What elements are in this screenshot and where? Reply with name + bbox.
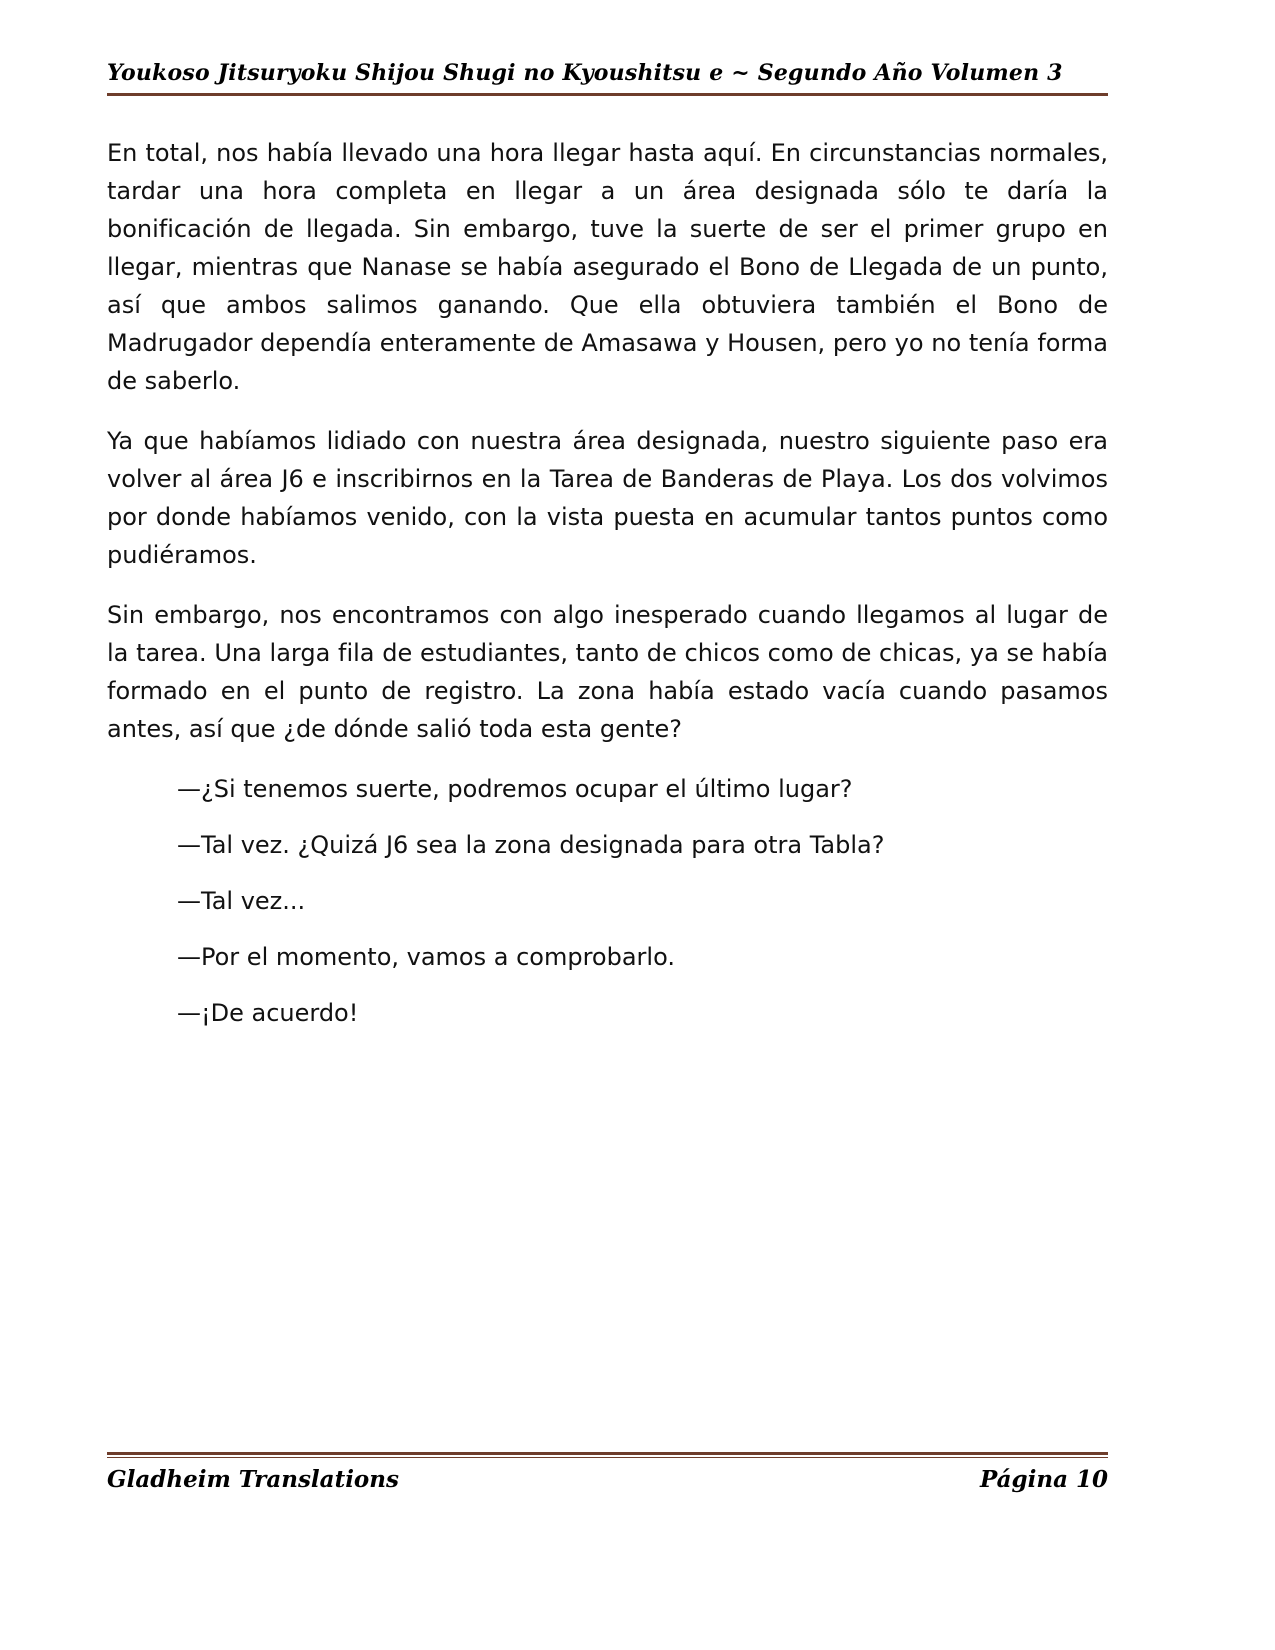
footer-rule-divider bbox=[107, 1452, 1108, 1458]
dialogue-line-2: —Tal vez. ¿Quizá J6 sea la zona designada para otra Tabla? bbox=[177, 831, 885, 859]
dialogue-line-1: —¿Si tenemos suerte, podremos ocupar el último lugar? bbox=[177, 775, 853, 803]
paragraph-next-step: Ya que habíamos lidiado con nuestra área designada, nuestro siguiente paso era volver al área J6 e inscribirnos en la Tarea de Banderas de Playa. Los dos volvimos por donde habíamos venido, con la vista puesta en acumular tantos puntos como pudiéramos. bbox=[107, 427, 1108, 569]
footer-page-number: Página 10 bbox=[979, 1466, 1108, 1493]
dialogue-line-4: —Por el momento, vamos a comprobarlo. bbox=[177, 943, 675, 971]
dialogue-line-3: —Tal vez... bbox=[177, 887, 306, 915]
document-header bbox=[107, 60, 1108, 96]
paragraph-unexpected-queue: Sin embargo, nos encontramos con algo inesperado cuando llegamos al lugar de la tarea. Una larga fila de estudiantes, tanto de chicos como de chicas, ya se había formado en el punto de registro. La zona había estado vacía cuando pasamos antes, así que ¿de dónde salió toda esta gente? bbox=[107, 601, 1108, 743]
document-body bbox=[107, 134, 1108, 1050]
footer-row bbox=[107, 1466, 1108, 1493]
document-footer bbox=[107, 1452, 1108, 1493]
dialogue-line-5: —¡De acuerdo! bbox=[177, 999, 359, 1027]
footer-translator-credit: Gladheim Translations bbox=[107, 1466, 399, 1493]
header-title: Youkoso Jitsuryoku Shijou Shugi no Kyoushitsu e ~ Segundo Año Volumen 3 bbox=[107, 60, 1063, 86]
paragraph-arrival-bonus: En total, nos había llevado una hora llegar hasta aquí. En circunstancias normales, tardar una hora completa en llegar a un área designada sólo te daría la bonificación de llegada. Sin embargo, tuve la suerte de ser el primer grupo en llegar, mientras que Nanase se había asegurado el Bono de Llegada de un punto, así que ambos salimos ganando. Que ella obtuviera también el Bono de Madrugador dependía enteramente de Amasawa y Housen, pero yo no tenía forma de saberlo. bbox=[107, 139, 1108, 395]
header-rule-divider bbox=[107, 93, 1108, 96]
